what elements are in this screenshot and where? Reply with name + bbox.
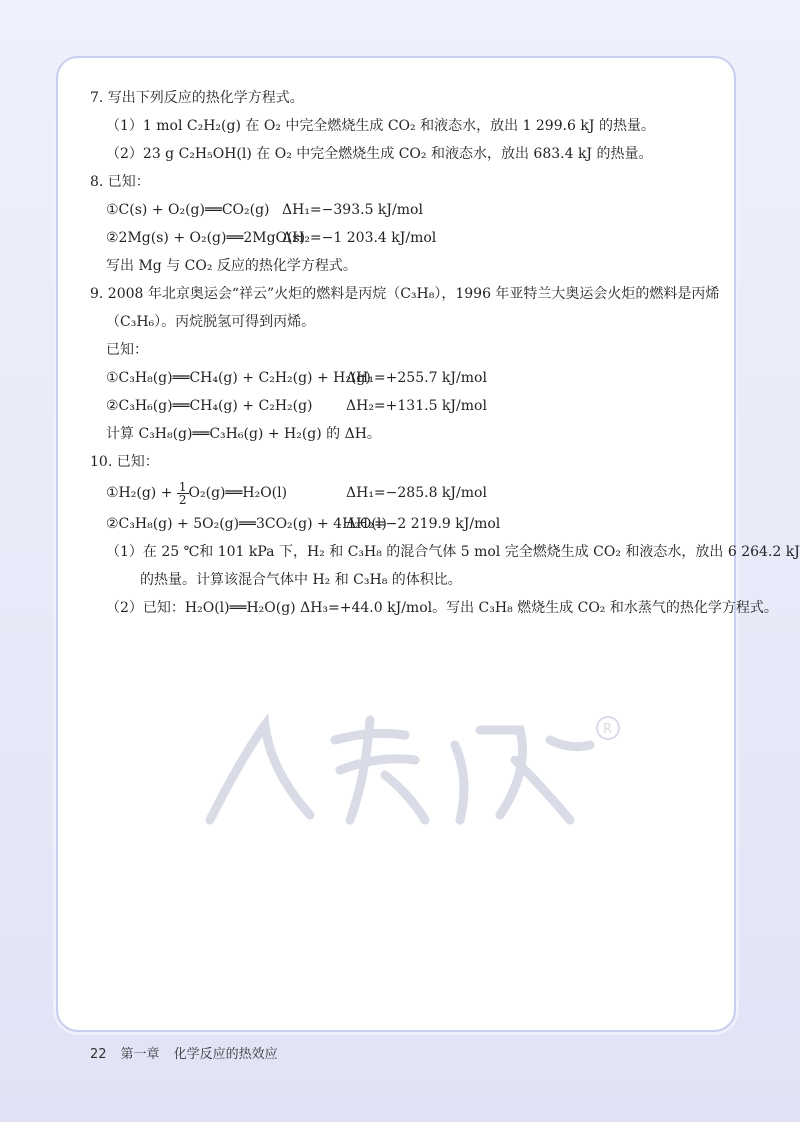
question-7-part-1: （1）1 mol C₂H₂(g) 在 O₂ 中完全燃烧生成 CO₂ 和液态水，放出 1 299.6 kJ 的热量。 xyxy=(106,118,655,134)
question-9-known: 已知： xyxy=(106,342,148,358)
question-9-equation-1 xyxy=(90,364,730,392)
question-9-task: 计算 C₃H₈(g)══C₃H₆(g) + H₂(g) 的 ΔH。 xyxy=(106,426,381,442)
enthalpy-value: ΔH₁=−393.5 kJ/mol xyxy=(282,202,423,218)
question-10: 10. 已知： xyxy=(90,454,159,470)
question-9-line-2: （C₃H₆）。丙烷脱氢可得到丙烯。 xyxy=(106,314,316,330)
question-9-line-1: 9. 2008 年北京奥运会“祥云”火炬的燃料是丙烷（C₃H₈），1996 年亚特兰大奥运会火炬的燃料是丙烯 xyxy=(90,286,720,302)
question-8-task: 写出 Mg 与 CO₂ 反应的热化学方程式。 xyxy=(106,258,357,274)
question-7-part-2: （2）23 g C₂H₅OH(l) 在 O₂ 中完全燃烧生成 CO₂ 和液态水，放出 683.4 kJ 的热量。 xyxy=(106,146,653,162)
page-footer xyxy=(90,1043,292,1062)
question-10-part-1-line-2: 的热量。计算该混合气体中 H₂ 和 C₃H₈ 的体积比。 xyxy=(140,572,462,588)
question-7: 7. 写出下列反应的热化学方程式。 xyxy=(90,90,304,106)
fraction-denominator: 2 xyxy=(178,492,187,507)
question-10-equation-2 xyxy=(90,510,730,538)
fraction xyxy=(177,481,189,506)
equation-suffix: O₂(g)══H₂O(l) xyxy=(188,485,288,501)
question-8-equation-1 xyxy=(90,196,730,224)
question-8-equation-2 xyxy=(90,224,730,252)
enthalpy-value: ΔH₂=−1 203.4 kJ/mol xyxy=(282,230,437,246)
equation-text: ①C(s) + O₂(g)══CO₂(g) xyxy=(106,202,270,218)
equation-text: ②C₃H₈(g) + 5O₂(g)══3CO₂(g) + 4H₂O(l) xyxy=(106,516,387,532)
equation-text: ②C₃H₆(g)══CH₄(g) + C₂H₂(g) xyxy=(106,398,313,414)
equation-text xyxy=(106,476,346,510)
enthalpy-value: ΔH₁=+255.7 kJ/mol xyxy=(346,370,487,386)
fraction-numerator: 1 xyxy=(178,479,187,494)
equation-text: ①C₃H₈(g)══CH₄(g) + C₂H₂(g) + H₂(g) xyxy=(106,370,371,386)
question-10-part-2: （2）已知：H₂O(l)══H₂O(g) ΔH₃=+44.0 kJ/mol。写出 C₃H₈ 燃烧生成 CO₂ 和水蒸气的热化学方程式。 xyxy=(106,600,778,616)
enthalpy-value: ΔH₂=+131.5 kJ/mol xyxy=(346,398,487,414)
page-number: 22 xyxy=(90,1047,107,1062)
publisher-watermark xyxy=(170,700,630,840)
equation-text: ②2Mg(s) + O₂(g)══2MgO(s) xyxy=(106,230,306,246)
question-10-part-1-line-1: （1）在 25 ℃和 101 kPa 下，H₂ 和 C₃H₈ 的混合气体 5 mol 完全燃烧生成 CO₂ 和液态水，放出 6 264.2 kJ xyxy=(106,544,800,560)
enthalpy-value: ΔH₁=−285.8 kJ/mol xyxy=(346,485,487,501)
chapter-label: 第一章 xyxy=(120,1047,160,1062)
chapter-title: 化学反应的热效应 xyxy=(173,1047,278,1062)
question-8: 8. 已知： xyxy=(90,174,150,190)
svg-text:R: R xyxy=(603,722,613,737)
equation-prefix: ①H₂(g) + xyxy=(106,485,173,501)
question-10-equation-1 xyxy=(90,476,730,510)
exercise-content xyxy=(90,84,800,622)
enthalpy-value: ΔH₂=−2 219.9 kJ/mol xyxy=(346,516,501,532)
question-9-equation-2 xyxy=(90,392,730,420)
